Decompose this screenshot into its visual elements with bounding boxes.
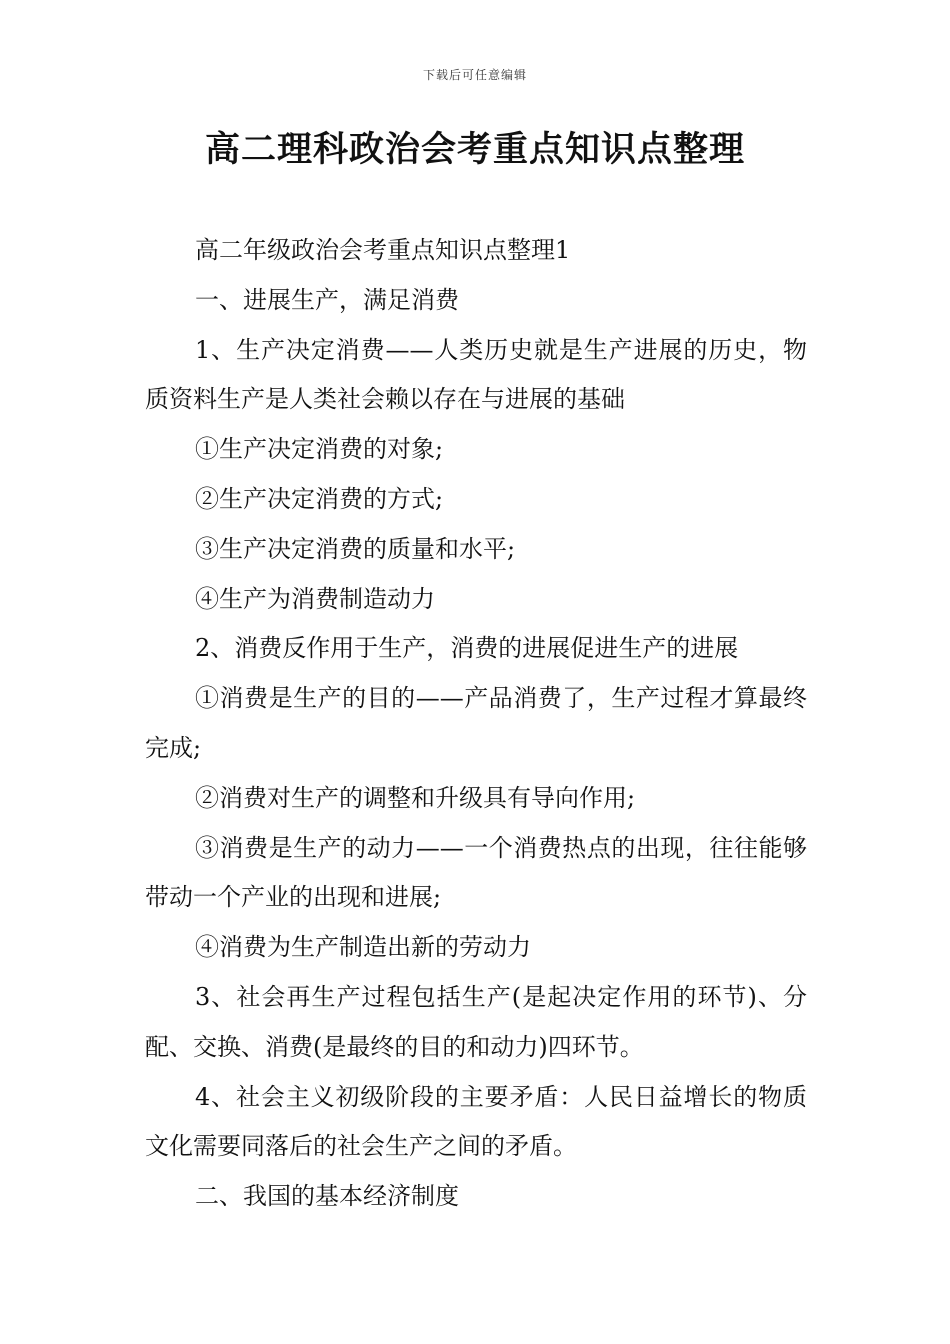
header-note: 下载后可任意编辑 xyxy=(422,68,527,82)
list-item: ②消费对生产的调整和升级具有导向作用; xyxy=(195,783,636,812)
paragraph: 高二年级政治会考重点知识点整理1 xyxy=(195,236,571,264)
document-body xyxy=(145,226,807,1222)
paragraph: 1、生产决定消费——人类历史就是生产进展的历史，物质资料生产是人类社会赖以存在与进展的基础 xyxy=(145,335,807,414)
list-item: ①消费是生产的目的——产品消费了，生产过程才算最终完成; xyxy=(145,684,807,762)
paragraph: 4、社会主义初级阶段的主要矛盾：人民日益增长的物质文化需要同落后的社会生产之间的矛盾。 xyxy=(145,1082,807,1161)
list-item: ①生产决定消费的对象; xyxy=(195,435,444,464)
paragraph: 2、消费反作用于生产，消费的进展促进生产的进展 xyxy=(195,634,739,663)
list-item: ③生产决定消费的质量和水平; xyxy=(195,534,516,563)
section-heading: 二、我国的基本经济制度 xyxy=(195,1182,459,1211)
list-item: ③消费是生产的动力——一个消费热点的出现，往往能够带动一个产业的出现和进展; xyxy=(145,833,807,912)
paragraph: 3、社会再生产过程包括生产(是起决定作用的环节)、分配、交换、消费(是最终的目的和动力)四环节。 xyxy=(145,982,807,1061)
section-heading: 一、进展生产，满足消费 xyxy=(195,285,459,314)
list-item: ④消费为生产制造出新的劳动力 xyxy=(195,933,531,962)
list-item: ④生产为消费制造动力 xyxy=(195,584,435,613)
document-title: 高二理科政治会考重点知识点整理 xyxy=(204,130,745,170)
list-item: ②生产决定消费的方式; xyxy=(195,484,444,513)
